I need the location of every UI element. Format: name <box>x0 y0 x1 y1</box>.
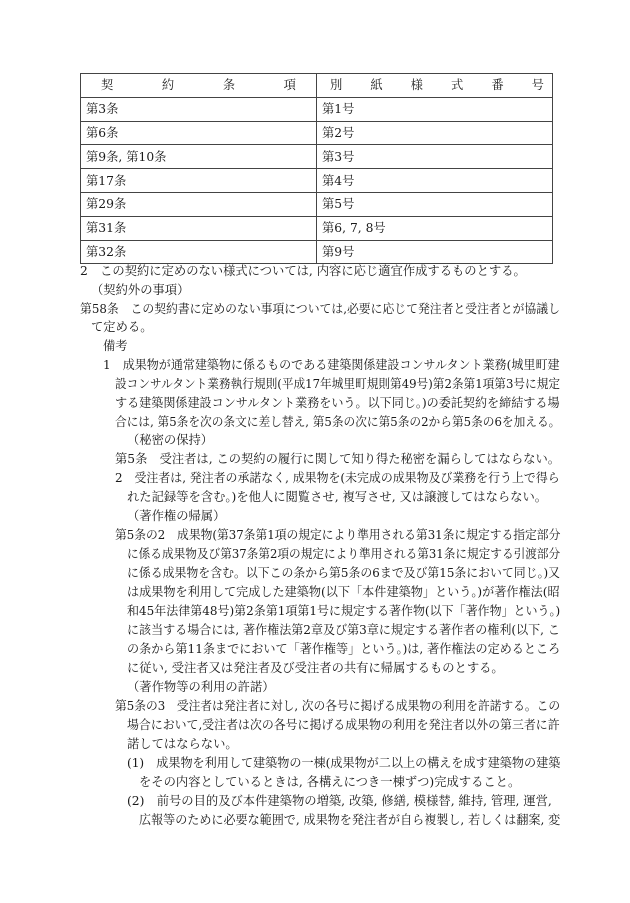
section-heading: （契約外の事項） <box>91 283 190 297</box>
header-char: 別 <box>330 78 343 93</box>
remarks-line: 設コンサルタント業務執行規則(平成17年城里町規則第49号)第2条第1項第3号に規定 <box>115 377 561 391</box>
article-line: は成果物を利用して完成した建築物(以下「本件建築物」という。)が著作権法(昭 <box>127 585 560 599</box>
form-cell: 第6, 7, 8号 <box>317 216 553 240</box>
article-line: て定める。 <box>91 320 153 334</box>
header-char: 約 <box>161 78 175 93</box>
form-reference-table <box>80 73 553 264</box>
article-line: 場合において,受注者は次の各号に掲げる成果物の利用を発注者以外の第三者に許 <box>127 718 560 732</box>
header-char: 項 <box>283 78 296 93</box>
table-row <box>81 240 553 264</box>
article-line: に従い, 受注者又は発注者及び受注者の共有に帰属するものとする。 <box>127 661 504 675</box>
header-char: 条 <box>222 78 236 93</box>
article-line: れた記録等を含む。)を他人に閲覧させ, 複写させ, 又は譲渡してはならない。 <box>127 490 548 504</box>
table-row <box>81 121 553 145</box>
item-line: をその内容としているときは, 各構えにつき一棟ずつ)完成すること。 <box>139 775 521 789</box>
header-char: 様 <box>410 78 423 93</box>
article-line: に係る成果物を含む。以下この条から第5条の6まで及び第15条において同じ。)又 <box>127 566 561 580</box>
table-row <box>81 145 553 169</box>
section-heading: （著作権の帰属） <box>127 509 226 523</box>
table-row <box>81 97 553 121</box>
clause-cell: 第6条 <box>81 121 317 145</box>
header-char: 紙 <box>370 78 383 93</box>
article-line: 第5条の2 成果物(第37条第1項の規定により準用される第31条に規定する指定部分 <box>115 528 561 542</box>
clause-cell: 第3条 <box>81 97 317 121</box>
article-line: に該当する場合には, 著作権法第2章及び第3章に規定する著作者の権利(以下, こ <box>127 623 560 637</box>
header-char: 契 <box>101 78 114 93</box>
remarks-line: する建築関係建設コンサルタント業務をいう。以下同じ。)の委託契約を締結する場 <box>115 396 560 410</box>
remarks-line: 1 成果物が通常建築物に係るものである建築関係建設コンサルタント業務(城里町建 <box>103 358 560 372</box>
header-char: 号 <box>531 78 544 93</box>
article-line: 第5条の3 受注者は発注者に対し, 次の各号に掲げる成果物の利用を許諾する。この <box>115 699 561 713</box>
article-line: 2 受注者は, 発注者の承諾なく, 成果物を(未完成の成果物及び業務を行う上で得ら <box>115 471 560 485</box>
article-line: に係る成果物及び第37条第2項の規定により準用される第31条に規定する引渡部分 <box>127 547 561 561</box>
clause-cell: 第29条 <box>81 192 317 216</box>
table-row <box>81 169 553 193</box>
form-cell: 第9号 <box>317 240 553 264</box>
item-line: 広報等のために必要な範囲で, 成果物を発注者が自ら複製し, 若しくは翻案, 変 <box>139 813 561 827</box>
form-cell: 第4号 <box>317 169 553 193</box>
item-line: (1) 成果物を利用して建築物の一棟(成果物が二以上の構えを成す建築物の建築 <box>127 756 561 770</box>
form-cell: 第1号 <box>317 97 553 121</box>
header-char: 番 <box>491 78 504 93</box>
table-header-row <box>81 74 553 98</box>
section-heading: （秘密の保持） <box>127 433 214 447</box>
header-char: 式 <box>450 78 464 93</box>
clause-cell: 第17条 <box>81 169 317 193</box>
clause-cell: 第9条, 第10条 <box>81 145 317 169</box>
form-cell: 第5号 <box>317 192 553 216</box>
article-line: 諾してはならない。 <box>127 737 238 751</box>
header-contract-clause <box>81 74 317 98</box>
paragraph-line: 2 この契約に定めのない様式については, 内容に応じ適宜作成するものとする。 <box>80 264 526 278</box>
article-line: の条から第11条までにおいて「著作権等」という。)は, 著作権法の定めるところ <box>127 642 561 656</box>
table-row <box>81 192 553 216</box>
table-row <box>81 216 553 240</box>
article-line: 第5条 受注者は, この契約の履行に関して知り得た秘密を漏らしてはならない。 <box>115 452 561 466</box>
clause-cell: 第32条 <box>81 240 317 264</box>
form-cell: 第2号 <box>317 121 553 145</box>
header-form-number <box>317 74 553 98</box>
item-line: (2) 前号の目的及び本件建築物の増築, 改築, 修繕, 模様替, 維持, 管理, 運営, <box>127 794 552 808</box>
article-line: 第58条 この契約書に定めのない事項については,必要に応じて発注者と受注者とが協議し <box>80 302 560 316</box>
remarks-heading: 備考 <box>103 339 128 353</box>
form-cell: 第3号 <box>317 145 553 169</box>
article-line: 和45年法律第48号)第2条第1項第1号に規定する著作物(以下「著作物」という。) <box>127 604 561 618</box>
section-heading: （著作物等の利用の許諾） <box>127 680 275 694</box>
clause-cell: 第31条 <box>81 216 317 240</box>
remarks-line: 合には, 第5条を次の条文に差し替え, 第5条の次に第5条の2から第5条の6を加える。 <box>115 415 561 429</box>
